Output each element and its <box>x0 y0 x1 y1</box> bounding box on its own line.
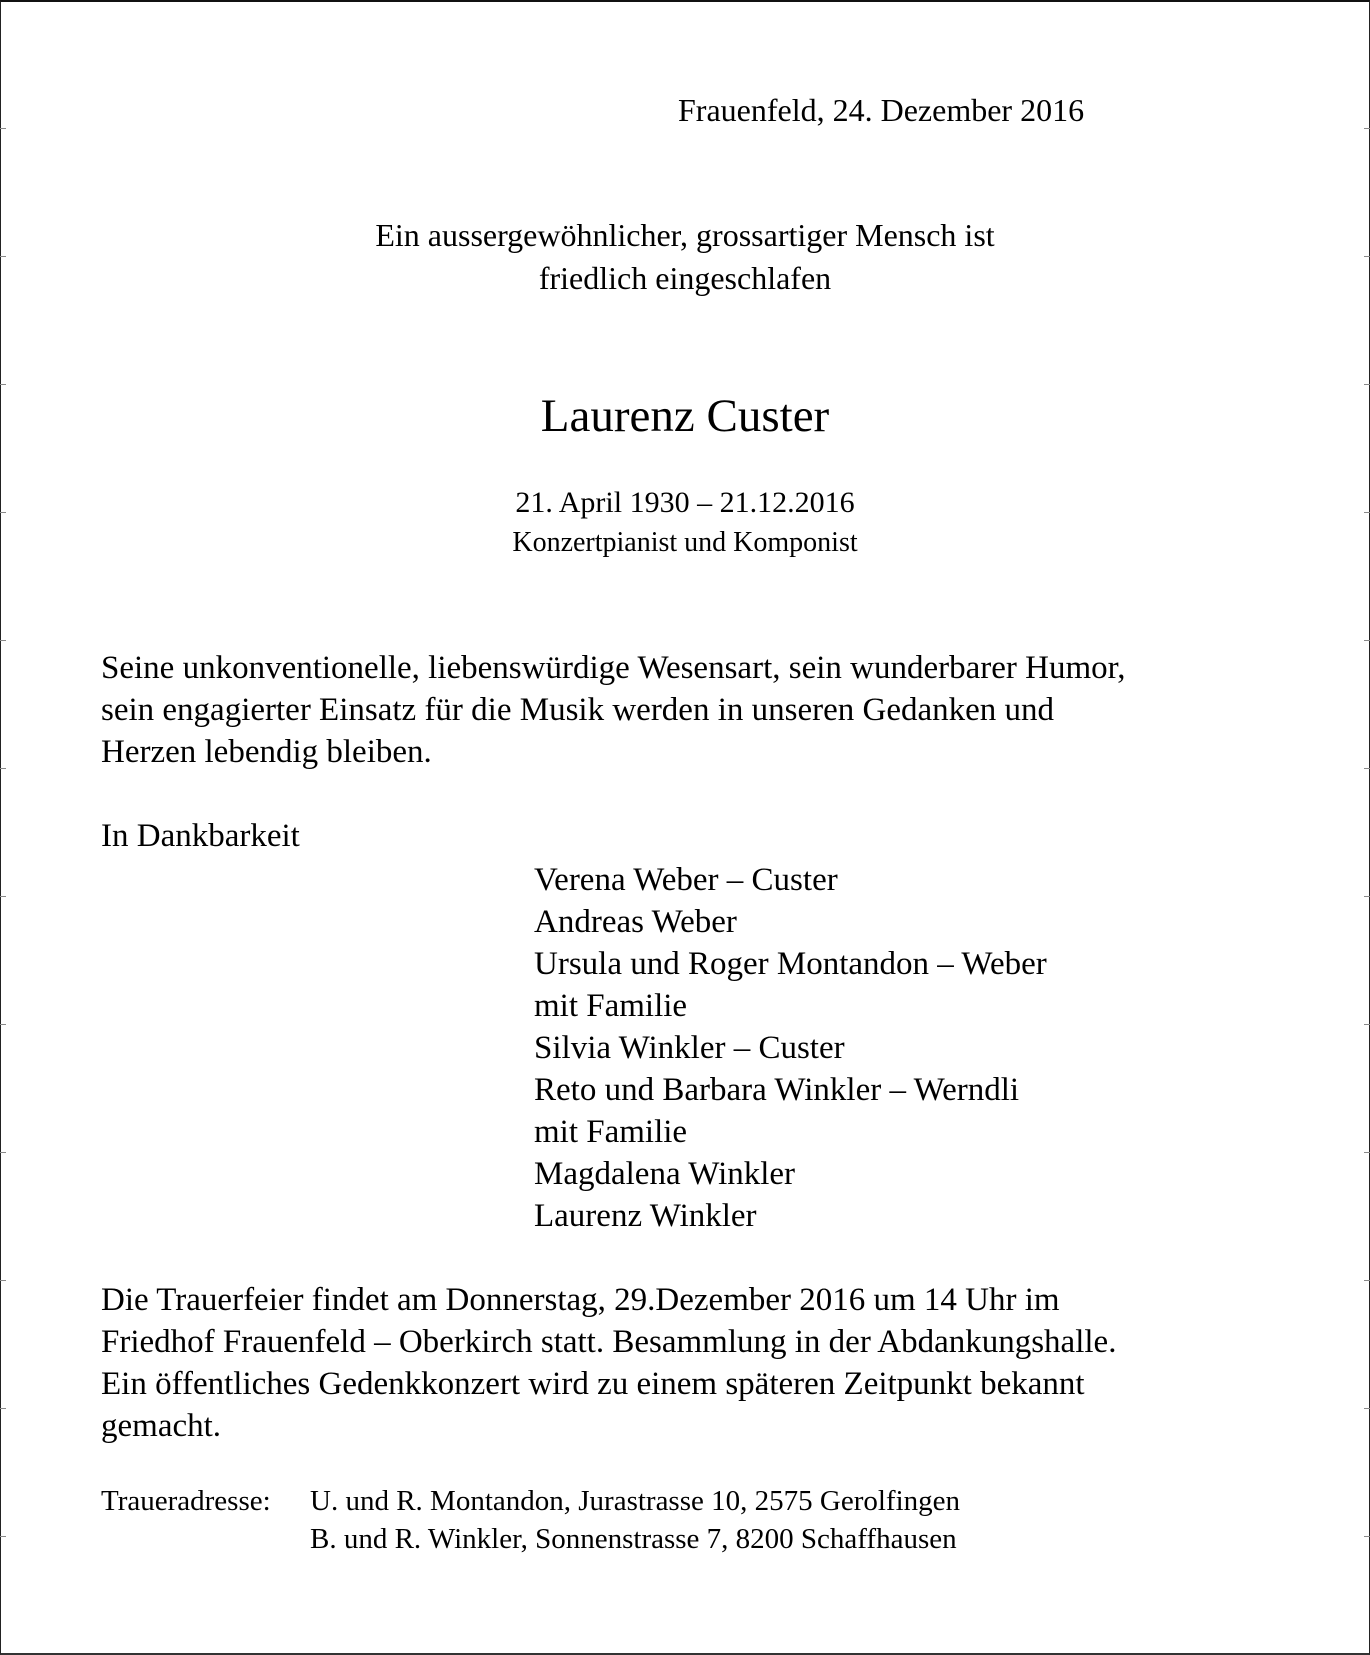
mourner: Laurenz Winkler <box>534 1198 757 1234</box>
edge-tick <box>0 640 6 641</box>
mourner: Reto und Barbara Winkler – Werndli <box>534 1072 1020 1108</box>
mourner: mit Familie <box>534 988 688 1024</box>
edge-tick <box>1364 128 1370 129</box>
tribute-line-3: Herzen lebendig bleiben. <box>101 734 432 770</box>
edge-tick <box>0 1024 6 1025</box>
edge-tick <box>1364 512 1370 513</box>
edge-tick <box>0 1536 6 1537</box>
edge-tick <box>0 1280 6 1281</box>
mourner: Ursula und Roger Montandon – Weber <box>534 946 1047 982</box>
ceremony-line-2: Friedhof Frauenfeld – Oberkirch statt. Besammlung in der Abdankungshalle. <box>101 1324 1117 1360</box>
mourner: Magdalena Winkler <box>534 1156 796 1192</box>
edge-tick <box>1364 1536 1370 1537</box>
edge-tick <box>0 1408 6 1409</box>
mourner: Andreas Weber <box>534 904 737 940</box>
edge-tick <box>1364 256 1370 257</box>
gratitude: In Dankbarkeit <box>101 818 300 854</box>
edge-tick <box>1364 384 1370 385</box>
intro-line-2: friedlich eingeschlafen <box>538 260 832 296</box>
tribute-line-2: sein engagierter Einsatz für die Musik werden in unseren Gedanken und <box>101 692 1055 728</box>
intro-line-1: Ein aussergewöhnlicher, grossartiger Mensch ist <box>375 217 995 253</box>
address-line-1: U. und R. Montandon, Jurastrasse 10, 2575 Gerolfingen <box>310 1485 960 1517</box>
edge-tick <box>0 128 6 129</box>
tribute-line-1: Seine unkonventionelle, liebenswürdige Wesensart, sein wunderbarer Humor, <box>101 650 1126 686</box>
place-date: Frauenfeld, 24. Dezember 2016 <box>678 92 1085 128</box>
address-label: Traueradresse: <box>101 1485 271 1517</box>
life-dates: 21. April 1930 – 21.12.2016 <box>515 486 855 519</box>
edge-tick <box>1364 640 1370 641</box>
mourner: mit Familie <box>534 1114 688 1150</box>
mourner: Verena Weber – Custer <box>534 862 838 898</box>
edge-tick <box>1364 1152 1370 1153</box>
edge-tick <box>1364 768 1370 769</box>
profession: Konzertpianist und Komponist <box>512 527 858 558</box>
edge-tick <box>0 256 6 257</box>
edge-tick <box>1364 896 1370 897</box>
edge-tick <box>1364 1024 1370 1025</box>
deceased-name: Laurenz Custer <box>540 390 830 442</box>
ceremony-line-3: Ein öffentliches Gedenkkonzert wird zu einem späteren Zeitpunkt bekannt <box>101 1366 1085 1402</box>
edge-tick <box>1364 1280 1370 1281</box>
edge-tick <box>0 512 6 513</box>
mourner: Silvia Winkler – Custer <box>534 1030 845 1066</box>
ceremony-line-4: gemacht. <box>101 1408 222 1444</box>
mourners-list <box>534 862 1047 1240</box>
edge-tick <box>0 768 6 769</box>
edge-tick <box>0 896 6 897</box>
ceremony-line-1: Die Trauerfeier findet am Donnerstag, 29.Dezember 2016 um 14 Uhr im <box>101 1282 1060 1318</box>
edge-tick <box>1364 1408 1370 1409</box>
edge-tick <box>0 1152 6 1153</box>
edge-tick <box>0 384 6 385</box>
address-line-2: B. und R. Winkler, Sonnenstrasse 7, 8200 Schaffhausen <box>310 1523 957 1555</box>
